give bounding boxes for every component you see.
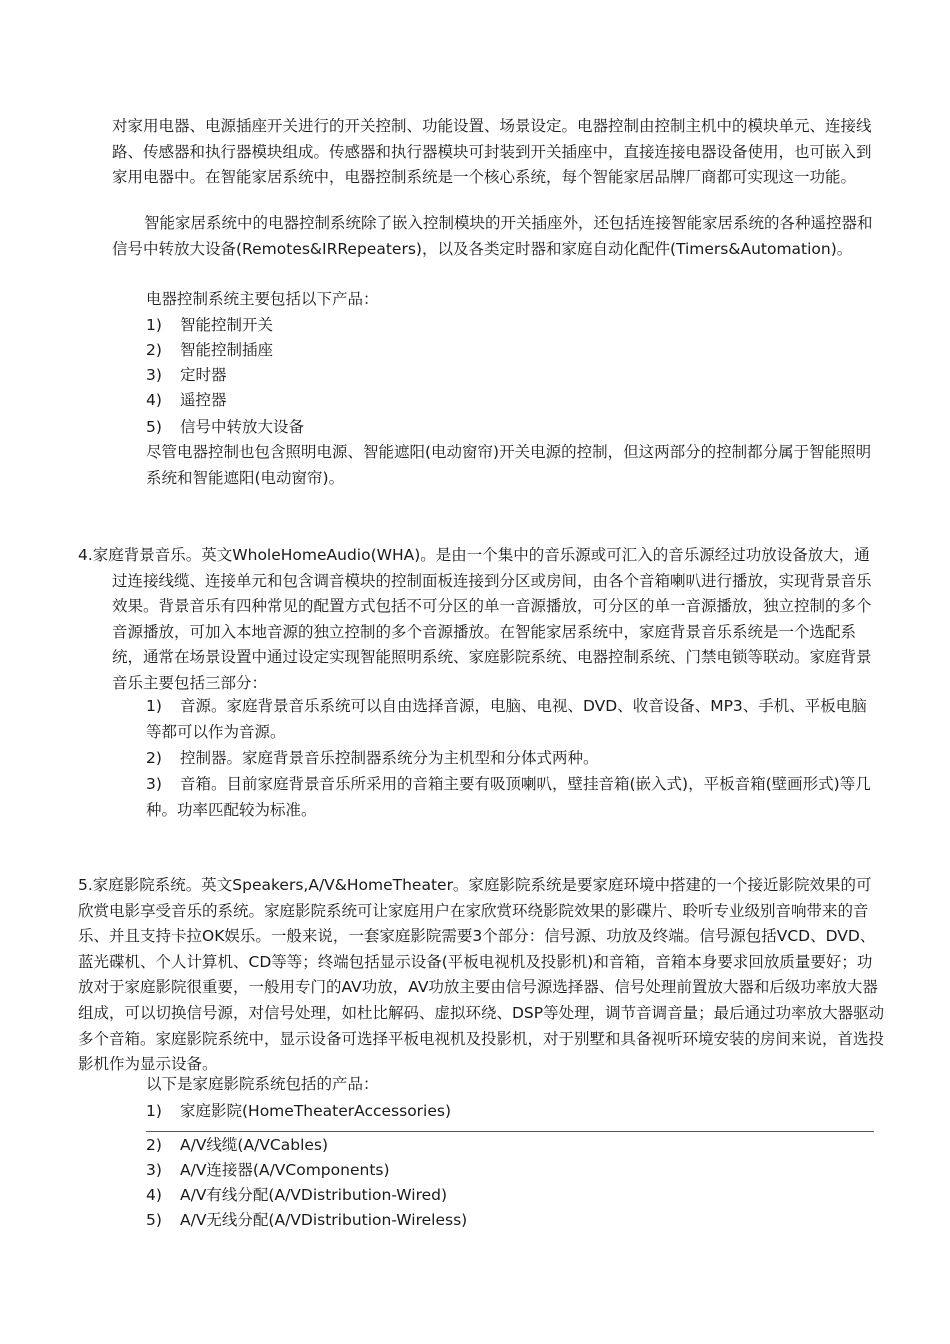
list-text: A/V无线分配(A/VDistribution-Wireless) [180, 1211, 468, 1229]
list-text: 遥控器 [180, 391, 227, 409]
list-text: 信号中转放大设备 [180, 418, 305, 436]
list-number: 3) [146, 775, 162, 793]
list-item [146, 338, 273, 363]
list-item [146, 772, 876, 823]
list-number: 3) [146, 366, 162, 384]
list-text: 控制器。家庭背景音乐控制器系统分为主机型和分体式两种。 [180, 749, 599, 767]
list-text: 音源。家庭背景音乐系统可以自由选择音源，电脑、电视、DVD、收音设备、MP3、手机、平板电脑等都可以作为音源。 [146, 697, 867, 741]
list-item [146, 1208, 467, 1233]
list-item [146, 388, 227, 413]
list-item [146, 694, 876, 745]
list-number: 2) [146, 341, 162, 359]
theater-intro: 以下是家庭影院系统包括的产品： [146, 1075, 379, 1093]
appliance-note: 尽管电器控制也包含照明电源、智能遮阳(电动窗帘)开关电源的控制，但这两部分的控制都分属于智能照明系统和智能遮阳(电动窗帘)。 [146, 443, 872, 487]
appliance-paragraph-2: 智能家居系统中的电器控制系统除了嵌入控制模块的开关插座外，还包括连接智能家居系统的各种遥控器和信号中转放大设备(Remotes&IRRepeaters)，以及各类定时器和家庭自动化配件(Timers&Automation)。 [112, 214, 873, 258]
theater-paragraph: 5.家庭影院系统。英文Speakers,A/V&HomeTheater。家庭影院系统是要家庭环境中搭建的一个接近影院效果的可欣赏电影享受音乐的系统。家庭影院系统可让家庭用户在家欣赏环绕影院效果的影碟片、聆听专业级别音响带来的音乐、并且支持卡拉OK娱乐。一般来说，一套家庭影院需要3个部分：信号源、功放及终端。信号源包括VCD、DVD、蓝光碟机、个人计算机、CD等等；终端包括显示设备(平板电视机及投影机)和音箱，音箱本身要求回放质量要好；功放对于家庭影院很重要，一般用专门的AV功放，AV功放主要由信号源选择器、信号处理前置放大器和后级功率放大器组成，可以切换信号源，对信号处理，如杜比解码、虚拟环绕、DSP等处理，调节音调音量；最后通过功率放大器驱动多个音箱。家庭影院系统中，显示设备可选择平板电视机及投影机，对于别墅和具备视听环境安装的房间来说，首选投影机作为显示设备。 [78, 876, 885, 1074]
appliance-paragraph-1: 对家用电器、电源插座开关进行的开关控制、功能设置、场景设定。电器控制由控制主机中的模块单元、连接线路、传感器和执行器模块组成。传感器和执行器模块可封装到开关插座中，直接连接电器设备使用，也可嵌入到家用电器中。在智能家居系统中，电器控制系统是一个核心系统，每个智能家居品牌厂商都可实现这一功能。 [112, 117, 872, 187]
list-number: 1) [146, 316, 162, 334]
list-number: 4) [146, 391, 162, 409]
list-item [146, 1183, 447, 1208]
list-text: 音箱。目前家庭背景音乐所采用的音箱主要有吸顶喇叭，壁挂音箱(嵌入式)，平板音箱(壁画形式)等几种。功率匹配较为标准。 [146, 775, 871, 819]
horizontal-rule [146, 1131, 874, 1132]
list-text: A/V有线分配(A/VDistribution-Wired) [180, 1186, 448, 1204]
audio-paragraph: 4.家庭背景音乐。英文WholeHomeAudio(WHA)。是由一个集中的音乐源或可汇入的音乐源经过功放设备放大，通过连接线缆、连接单元和包含调音模块的控制面板连接到分区或房间，由各个音箱喇叭进行播放，实现背景音乐效果。背景音乐有四种常见的配置方式包括不可分区的单一音源播放，可分区的单一音源播放，独立控制的多个音源播放，可加入本地音源的独立控制的多个音源播放。在智能家居系统中，家庭背景音乐系统是一个选配系统，通常在场景设置中通过设定实现智能照明系统、家庭影院系统、电器控制系统、门禁电锁等联动。家庭背景音乐主要包括三部分： [78, 546, 872, 692]
list-number: 5) [146, 1211, 162, 1229]
list-text: 定时器 [180, 366, 227, 384]
list-item [146, 415, 304, 440]
list-text: A/V线缆(A/VCables) [180, 1136, 329, 1154]
list-number: 1) [146, 1102, 162, 1120]
list-number: 5) [146, 418, 162, 436]
appliance-intro: 电器控制系统主要包括以下产品： [146, 290, 379, 308]
list-item [146, 363, 227, 388]
list-item [146, 746, 876, 772]
list-number: 4) [146, 1186, 162, 1204]
list-item [146, 1158, 390, 1183]
list-text: 智能控制开关 [180, 316, 274, 334]
list-number: 2) [146, 1136, 162, 1154]
list-number: 2) [146, 749, 162, 767]
list-item [146, 1099, 451, 1124]
list-text: 家庭影院(HomeTheaterAccessories) [180, 1102, 452, 1120]
list-number: 3) [146, 1161, 162, 1179]
list-text: A/V连接器(A/VComponents) [180, 1161, 390, 1179]
list-text: 智能控制插座 [180, 341, 274, 359]
list-item [146, 1133, 328, 1158]
list-item [146, 313, 273, 338]
list-number: 1) [146, 697, 162, 715]
